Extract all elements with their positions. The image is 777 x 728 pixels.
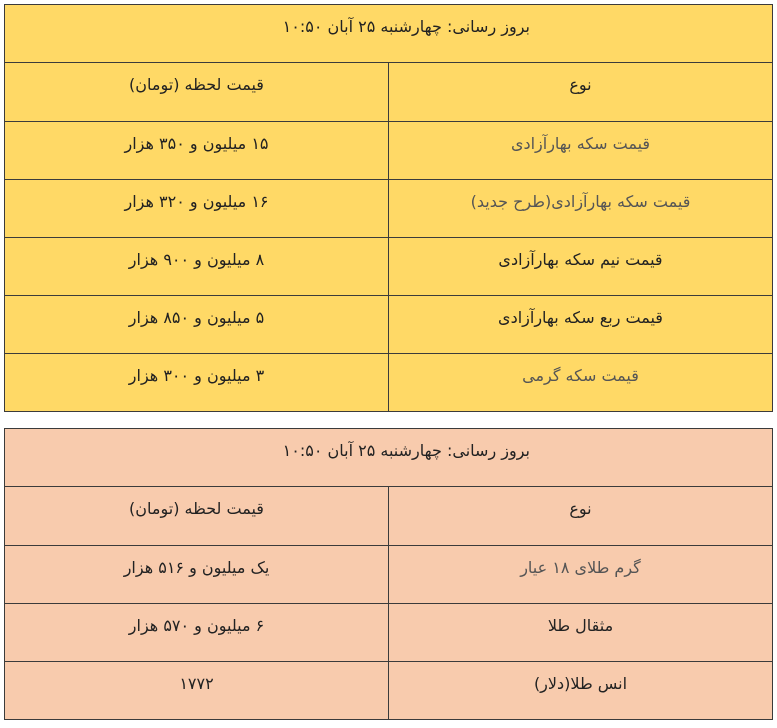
row-price: ۵ میلیون و ۸۵۰ هزار (5, 296, 389, 354)
table-row (5, 122, 773, 180)
table-row (5, 180, 773, 238)
table-row (5, 546, 773, 604)
update-row (5, 5, 773, 63)
header-row (5, 487, 773, 546)
row-type: قیمت سکه گرمی (389, 354, 773, 412)
header-price: قیمت لحظه (تومان) (5, 63, 389, 122)
table-row (5, 238, 773, 296)
gold-price-table (4, 428, 773, 720)
row-type: قیمت سکه بهارآزادی(طرح جدید) (389, 180, 773, 238)
row-price: یک میلیون و ۵۱۶ هزار (5, 546, 389, 604)
header-type: نوع (389, 63, 773, 122)
row-type: قیمت سکه بهارآزادی (389, 122, 773, 180)
row-type: قیمت ربع سکه بهارآزادی (389, 296, 773, 354)
row-type: گرم طلای ۱۸ عیار (389, 546, 773, 604)
row-price: ۱۷۷۲ (5, 662, 389, 720)
table-row (5, 354, 773, 412)
update-time: بروز رسانی: چهارشنبه ۲۵ آبان ۱۰:۵۰ (5, 429, 773, 487)
coin-price-table (4, 4, 773, 412)
row-type: انس طلا(دلار) (389, 662, 773, 720)
table-row (5, 662, 773, 720)
update-row (5, 429, 773, 487)
table-row (5, 604, 773, 662)
row-type: قیمت نیم سکه بهارآزادی (389, 238, 773, 296)
row-type: مثقال طلا (389, 604, 773, 662)
update-time: بروز رسانی: چهارشنبه ۲۵ آبان ۱۰:۵۰ (5, 5, 773, 63)
row-price: ۱۵ میلیون و ۳۵۰ هزار (5, 122, 389, 180)
header-type: نوع (389, 487, 773, 546)
row-price: ۸ میلیون و ۹۰۰ هزار (5, 238, 389, 296)
row-price: ۱۶ میلیون و ۳۲۰ هزار (5, 180, 389, 238)
header-price: قیمت لحظه (تومان) (5, 487, 389, 546)
header-row (5, 63, 773, 122)
row-price: ۶ میلیون و ۵۷۰ هزار (5, 604, 389, 662)
row-price: ۳ میلیون و ۳۰۰ هزار (5, 354, 389, 412)
table-row (5, 296, 773, 354)
